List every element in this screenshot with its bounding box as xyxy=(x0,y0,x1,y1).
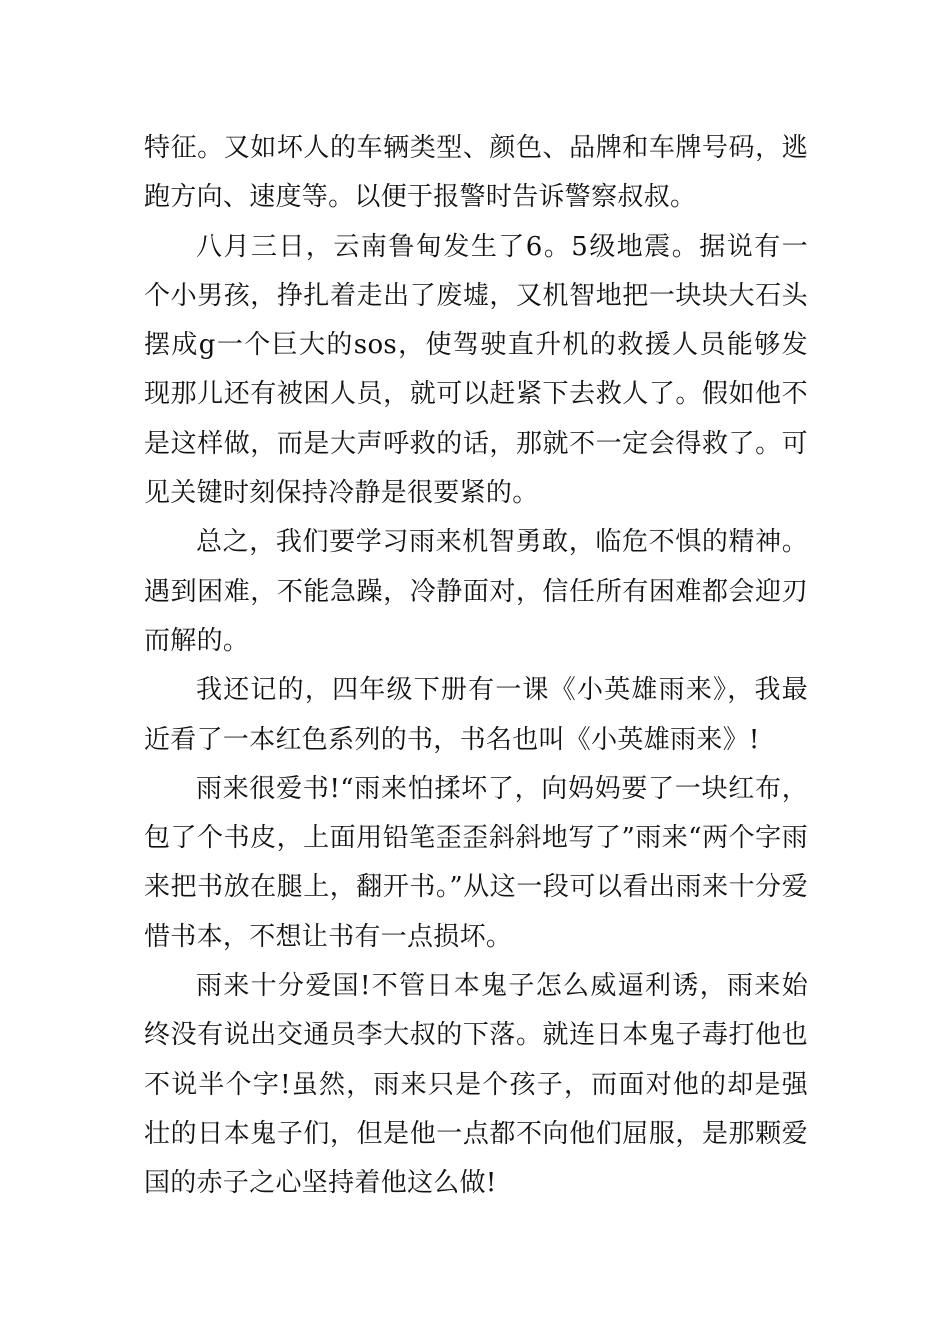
paragraph-book-intro: 我还记的，四年级下册有一课《小英雄雨来》，我最近看了一本红色系列的书，书名也叫《小英雄雨来》! xyxy=(144,675,808,755)
paragraph-conclusion: 总之，我们要学习雨来机智勇敢，临危不惧的精神。遇到困难，不能急躁，冷静面对，信任所有困难都会迎刃而解的。 xyxy=(144,527,808,656)
document-body xyxy=(144,124,808,1209)
paragraph-patriotism: 雨来十分爱国!不管日本鬼子怎么威逼利诱，雨来始终没有说出交通员李大叔的下落。就连日本鬼子毒打他也不说半个字!虽然，雨来只是个孩子，而面对他的却是强壮的日本鬼子们，但是他一点都不向他们屈服，是那颗爱国的赤子之心坚持着他这么做! xyxy=(144,971,808,1199)
paragraph-earthquake: 八月三日，云南鲁甸发生了6。5级地震。据说有一个小男孩，挣扎着走出了废墟，又机智地把一块块大石头摆成g一个巨大的sos，使驾驶直升机的救援人员能够发现那儿还有被困人员，就可以赶紧下去救人了。假如他不是这样做，而是大声呼救的话，那就不一定会得救了。可见关键时刻保持冷静是很要紧的。 xyxy=(144,231,808,509)
paragraph-loves-books: 雨来很爱书!“雨来怕揉坏了，向妈妈要了一块红布，包了个书皮，上面用铅笔歪歪斜斜地写了”雨来“两个字雨来把书放在腿上，翻开书。”从这一段可以看出雨来十分爱惜书本，不想让书有一点损坏。 xyxy=(144,773,808,952)
paragraph-continuation: 特征。又如坏人的车辆类型、颜色、品牌和车牌号码，逃跑方向、速度等。以便于报警时告诉警察叔叔。 xyxy=(144,133,808,213)
